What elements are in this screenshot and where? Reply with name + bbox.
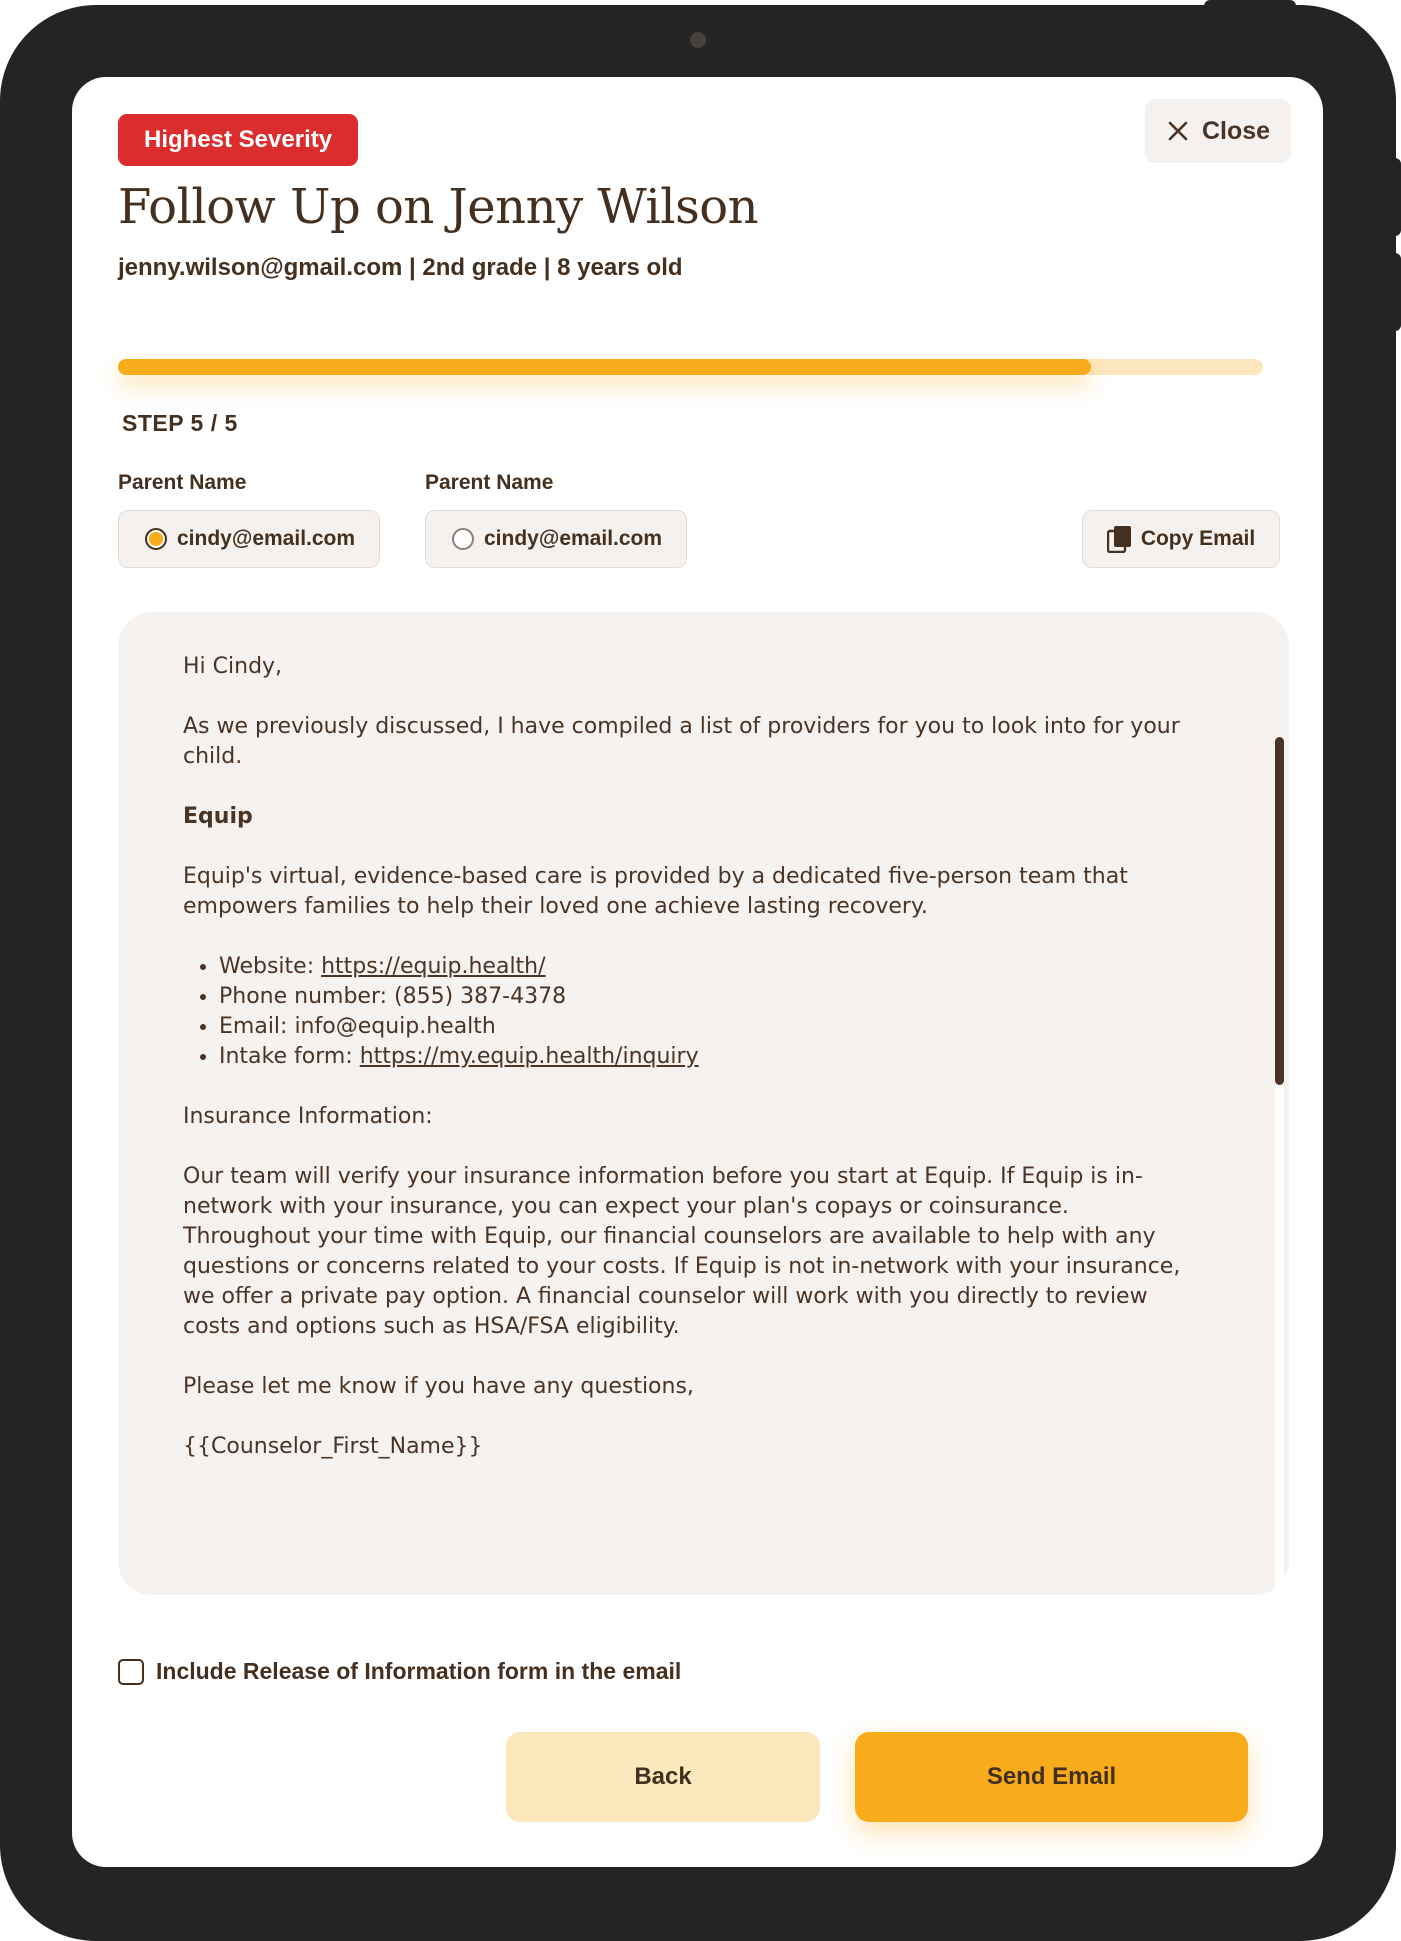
progress-bar [118,359,1263,375]
severity-badge: Highest Severity [118,114,358,166]
email-signature: {{Counselor_First_Name}} [183,1434,483,1459]
step-indicator: STEP 5 / 5 [122,410,238,436]
list-item: • Phone number: (855) 387-4378 [219,982,1193,1012]
front-camera [690,32,706,48]
copy-email-label: Copy Email [1140,527,1256,550]
checkbox-icon[interactable] [118,1659,144,1685]
list-item [219,1042,1193,1072]
recipient-2-label: Parent Name [425,471,554,494]
send-email-button[interactable]: Send Email [855,1732,1248,1822]
close-button[interactable] [1145,99,1291,163]
recipient-1-option[interactable] [118,510,380,568]
insurance-text: Our team will verify your insurance information before you start at Equip. If Equip is in-network with your insurance, you can expect your plan's copays or coinsurance. Throughout your time with Equip, our financial counselors are available to help with any questions or concerns related to your costs. If Equip is not in-network with your insurance, we offer a private pay option. A financial counselor will work with you directly to review costs and options such as HSA/FSA eligibility. [183,1164,1181,1339]
recipient-2-option[interactable] [425,510,687,568]
provider-description: Equip's virtual, evidence-based care is provided by a dedicated five-person team that empowers families to help their loved one achieve lasting recovery. [183,864,1128,919]
student-meta: jenny.wilson@gmail.com | 2nd grade | 8 years old [118,254,683,281]
provider-details-list [183,952,1193,1072]
close-label: Close [1201,116,1271,145]
include-roi-option[interactable] [118,1658,681,1685]
email-body[interactable] [183,652,1193,1552]
copy-email-button[interactable] [1082,510,1280,568]
back-button[interactable]: Back [506,1732,820,1822]
recipient-1-email: cindy@email.com [177,527,356,550]
page-title: Follow Up on Jenny Wilson [118,179,759,235]
include-roi-label: Include Release of Information form in the email [156,1658,682,1684]
list-item: • Email: info@equip.health [219,1012,1193,1042]
close-icon [1166,119,1190,143]
tablet-volume-down-button [1386,253,1401,331]
progress-fill [118,359,1091,375]
email-preview [118,612,1289,1595]
tablet-top-button [1204,0,1296,14]
recipient-1-label: Parent Name [118,471,247,494]
intake-form-link[interactable]: https://my.equip.health/inquiry [359,1044,699,1069]
email-intro: As we previously discussed, I have compiled a list of providers for you to look into for your child. [183,714,1180,769]
radio-selected-icon[interactable] [145,528,167,550]
email-scrollbar[interactable] [1275,737,1284,1627]
copy-icon [1107,525,1133,553]
follow-up-modal [72,77,1323,1867]
email-greeting: Hi Cindy, [183,654,283,679]
scrollbar-thumb[interactable] [1275,737,1284,1085]
provider-name: Equip [183,804,253,829]
radio-unselected-icon[interactable] [452,528,474,550]
email-closing: Please let me know if you have any questions, [183,1374,694,1399]
recipient-2-email: cindy@email.com [484,527,663,550]
list-item [219,952,1193,982]
intake-label: Intake form: [219,1044,360,1069]
website-label: Website: [219,954,322,979]
website-link[interactable]: https://equip.health/ [321,954,546,979]
insurance-heading: Insurance Information: [183,1104,433,1129]
tablet-volume-up-button [1386,158,1401,236]
